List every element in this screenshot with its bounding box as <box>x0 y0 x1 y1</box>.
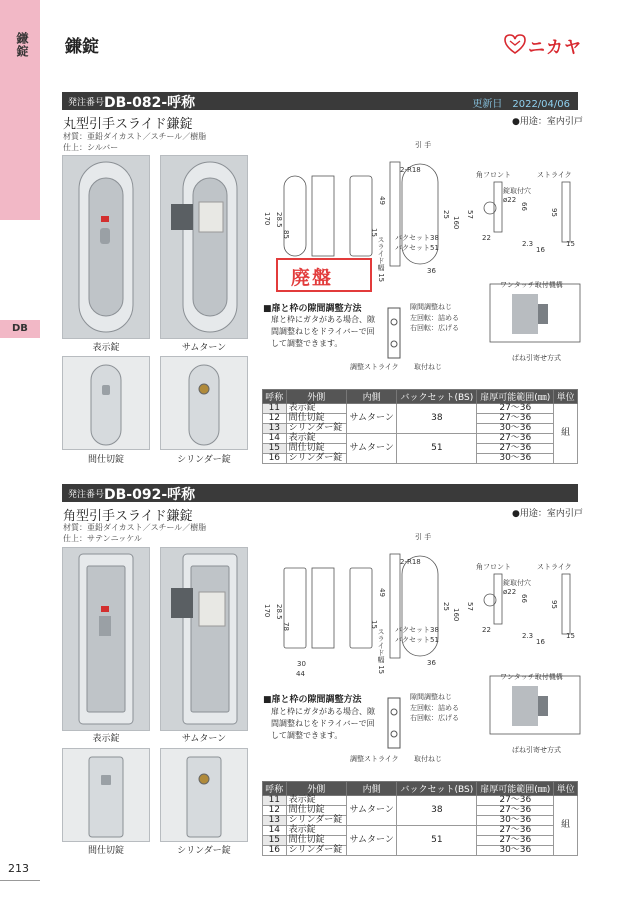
label-r: 2-R18 <box>400 166 421 174</box>
cell-outer: 表示錠 <box>286 826 346 836</box>
adjust-rot1: 左回転：詰める <box>410 314 459 322</box>
dim: 16 <box>536 246 545 254</box>
dim: 28.5 <box>275 604 283 620</box>
cell-code: 11 <box>263 796 287 806</box>
product-material: 材質：亜鉛ダイカスト／スチール／樹脂 <box>63 523 207 532</box>
label-pull: 引 手 <box>415 533 432 541</box>
section-2-header-bar <box>62 484 578 502</box>
label-strike: ストライク <box>537 171 572 179</box>
page-number: 213 <box>8 862 29 875</box>
dim: 170 <box>263 212 271 226</box>
col-header: 内側 <box>346 782 397 796</box>
cell-bs: 38 <box>397 796 477 826</box>
lock-small-icon <box>63 357 149 449</box>
col-header: 呼称 <box>263 782 287 796</box>
dim: 15 <box>566 240 575 248</box>
cell-unit: 組 <box>554 404 578 464</box>
discontinued-stamp: 廃盤 <box>276 258 372 292</box>
photo-caption: 間仕切錠 <box>87 846 124 856</box>
table-row <box>263 796 578 806</box>
adjust-screw: 隙間調整ねじ <box>410 693 452 701</box>
section-1-header-bar <box>62 92 578 110</box>
cell-code: 12 <box>263 414 287 424</box>
page-number-rule <box>0 880 40 881</box>
dim: 30 <box>297 660 306 668</box>
dim: 36 <box>427 659 436 667</box>
product-finish: 仕上：シルバー <box>63 143 119 152</box>
cell-bs: 51 <box>397 434 477 464</box>
col-header: 内側 <box>346 390 397 404</box>
photo-display-lock <box>62 155 150 339</box>
cell-outer: 間仕切錠 <box>286 806 346 816</box>
cell-outer: 表示錠 <box>286 404 346 414</box>
updated-date: 更新日 2022/04/06 <box>472 99 570 110</box>
brand-name: ニカヤ <box>528 38 582 58</box>
cell-outer: 表示錠 <box>286 434 346 444</box>
photo-display-lock <box>62 547 150 731</box>
col-header: バックセット(BS) <box>397 782 477 796</box>
cell-code: 16 <box>263 846 287 856</box>
photo-partition-lock <box>62 748 150 842</box>
dim: 95 <box>550 208 558 217</box>
order-label: 発注番号 <box>68 490 105 500</box>
col-header: 単位 <box>554 782 578 796</box>
label-onetouch: ワンタッチ取付機構 <box>500 281 563 289</box>
label-slide: スライド幅 15 <box>377 236 385 283</box>
dim: 49 <box>378 196 386 205</box>
order-label: 発注番号 <box>68 98 105 108</box>
label-hole: 錠取付穴 <box>503 187 531 195</box>
label-spring: ばね引寄せ方式 <box>512 354 561 362</box>
cell-range: 27～36 <box>477 444 554 454</box>
cell-range: 27～36 <box>477 434 554 444</box>
cell-code: 14 <box>263 434 287 444</box>
lock-square-cylinder-icon <box>161 749 247 841</box>
photo-caption: 間仕切錠 <box>87 455 124 465</box>
cell-inner: サムターン <box>346 796 397 826</box>
photo-caption: サムターン <box>181 343 227 353</box>
spec-table-2 <box>262 781 578 856</box>
cell-outer: シリンダー錠 <box>286 816 346 826</box>
lock-square-small-icon <box>63 749 149 841</box>
lock-square-back-icon <box>161 548 247 730</box>
cell-outer: 表示錠 <box>286 796 346 806</box>
adjust-title: ■扉と枠の隙間調整方法 <box>263 695 362 705</box>
cell-range: 30～36 <box>477 424 554 434</box>
cell-code: 12 <box>263 806 287 816</box>
cell-range: 27～36 <box>477 414 554 424</box>
page-title: 鎌錠 <box>65 37 99 57</box>
adjust-fix: 取付ねじ <box>414 363 442 371</box>
dim: 15 <box>370 620 378 629</box>
cell-range: 27～36 <box>477 796 554 806</box>
photo-caption: サムターン <box>181 734 227 744</box>
lock-rounded-icon <box>63 156 149 338</box>
dim: 66 <box>520 594 528 603</box>
label-dia: ø22 <box>503 588 517 596</box>
dim: 22 <box>482 626 491 634</box>
model-number: DB-082-呼称 <box>104 95 196 111</box>
label-bs38: バクセット38 <box>395 234 439 242</box>
photo-caption: シリンダー錠 <box>177 846 231 856</box>
cell-range: 27～36 <box>477 806 554 816</box>
cell-outer: 間仕切錠 <box>286 414 346 424</box>
cell-unit: 組 <box>554 796 578 856</box>
screw-adjust-icon <box>386 696 410 750</box>
cell-range: 30～36 <box>477 846 554 856</box>
cell-code: 16 <box>263 454 287 464</box>
photo-caption: 表示錠 <box>92 343 120 353</box>
adjust-text: 扉と枠にガタがある場合、隙間調整ねじをドライバーで回して調整できます。 <box>271 707 375 740</box>
dim: 78 <box>282 622 290 631</box>
dim: 66 <box>520 202 528 211</box>
dim: 16 <box>536 638 545 646</box>
product-material: 材質：亜鉛ダイカスト／スチール／樹脂 <box>63 132 207 141</box>
cell-code: 13 <box>263 816 287 826</box>
photo-cylinder-lock <box>160 748 248 842</box>
dim: 57 <box>466 210 474 219</box>
cell-range: 30～36 <box>477 454 554 464</box>
cell-outer: シリンダー錠 <box>286 454 346 464</box>
photo-thumbturn <box>160 155 248 339</box>
dim: 170 <box>263 604 271 618</box>
label-bs51: バクセット51 <box>395 636 439 644</box>
dim: 160 <box>452 608 460 622</box>
adjust-strike: 調整ストライク <box>350 363 399 371</box>
cell-outer: 間仕切錠 <box>286 444 346 454</box>
cell-outer: 間仕切錠 <box>286 836 346 846</box>
label-front: 角フロント <box>476 171 511 179</box>
cell-outer: シリンダー錠 <box>286 846 346 856</box>
cell-outer: シリンダー錠 <box>286 424 346 434</box>
col-header: 扉厚可能範囲(㎜) <box>477 782 554 796</box>
product-finish: 仕上：サテンニッケル <box>63 534 142 543</box>
col-header: 呼称 <box>263 390 287 404</box>
dim: 28.5 <box>275 212 283 228</box>
label-strike: ストライク <box>537 563 572 571</box>
label-dia: ø22 <box>503 196 517 204</box>
col-header: 外側 <box>286 782 346 796</box>
cell-range: 27～36 <box>477 404 554 414</box>
adjust-text: 扉と枠にガタがある場合、隙間調整ねじをドライバーで回して調整できます。 <box>271 315 375 348</box>
cell-code: 14 <box>263 826 287 836</box>
product-title: 角型引手スライド鎌錠 <box>63 509 193 524</box>
dim: 2.3 <box>522 632 534 640</box>
label-onetouch: ワンタッチ取付機構 <box>500 673 563 681</box>
col-header: 単位 <box>554 390 578 404</box>
adjust-rot2: 右回転：広げる <box>410 714 459 722</box>
label-slide: スライド幅 15 <box>377 628 385 675</box>
table-row <box>263 434 578 444</box>
cell-inner: サムターン <box>346 404 397 434</box>
col-header: 外側 <box>286 390 346 404</box>
cell-range: 27～36 <box>477 836 554 846</box>
adjust-rot1: 左回転：詰める <box>410 704 459 712</box>
cell-inner: サムターン <box>346 434 397 464</box>
label-hole: 錠取付穴 <box>503 579 531 587</box>
table-row <box>263 404 578 414</box>
dim: 49 <box>378 588 386 597</box>
photo-partition-lock <box>62 356 150 450</box>
photo-caption: シリンダー錠 <box>177 455 231 465</box>
dim: 57 <box>466 602 474 611</box>
photo-caption: 表示錠 <box>92 734 120 744</box>
lock-cylinder-icon <box>161 357 247 449</box>
lock-square-icon <box>63 548 149 730</box>
screw-adjust-icon <box>386 306 410 360</box>
adjust-screw: 隙間調整ねじ <box>410 303 452 311</box>
dim: 15 <box>370 228 378 237</box>
table-row <box>263 826 578 836</box>
product-use: ●用途：室内引戸 <box>512 117 583 127</box>
label-bs51: バクセット51 <box>395 244 439 252</box>
sidebar-tab-db[interactable]: DB <box>0 320 40 338</box>
product-use: ●用途：室内引戸 <box>512 509 583 519</box>
cell-bs: 51 <box>397 826 477 856</box>
dim: 44 <box>296 670 305 678</box>
dim: 85 <box>282 230 290 239</box>
adjust-strike: 調整ストライク <box>350 755 399 763</box>
cell-code: 15 <box>263 836 287 846</box>
dim: 22 <box>482 234 491 242</box>
sidebar-category: 鎌錠 <box>15 32 29 58</box>
label-bs38: バクセット38 <box>395 626 439 634</box>
label-r: 2-R18 <box>400 558 421 566</box>
cell-range: 30～36 <box>477 816 554 826</box>
adjust-title: ■扉と枠の隙間調整方法 <box>263 304 362 314</box>
cell-inner: サムターン <box>346 826 397 856</box>
spec-table-1 <box>262 389 578 464</box>
col-header: 扉厚可能範囲(㎜) <box>477 390 554 404</box>
dim: 160 <box>452 216 460 230</box>
dim: 2.3 <box>522 240 534 248</box>
dim: 15 <box>566 632 575 640</box>
dim: 95 <box>550 600 558 609</box>
label-spring: ばね引寄せ方式 <box>512 746 561 754</box>
product-title: 丸型引手スライド鎌錠 <box>63 117 193 132</box>
photo-cylinder-lock <box>160 356 248 450</box>
dim: 36 <box>427 267 436 275</box>
adjust-rot2: 右回転：広げる <box>410 324 459 332</box>
col-header: バックセット(BS) <box>397 390 477 404</box>
lock-back-icon <box>161 156 247 338</box>
dim: 25 <box>442 602 450 611</box>
label-pull: 引 手 <box>415 141 432 149</box>
cell-bs: 38 <box>397 404 477 434</box>
cell-code: 11 <box>263 404 287 414</box>
cell-range: 27～36 <box>477 826 554 836</box>
cell-code: 13 <box>263 424 287 434</box>
photo-thumbturn <box>160 547 248 731</box>
model-number: DB-092-呼称 <box>104 487 196 503</box>
adjust-fix: 取付ねじ <box>414 755 442 763</box>
label-front: 角フロント <box>476 563 511 571</box>
cell-code: 15 <box>263 444 287 454</box>
dim: 25 <box>442 210 450 219</box>
